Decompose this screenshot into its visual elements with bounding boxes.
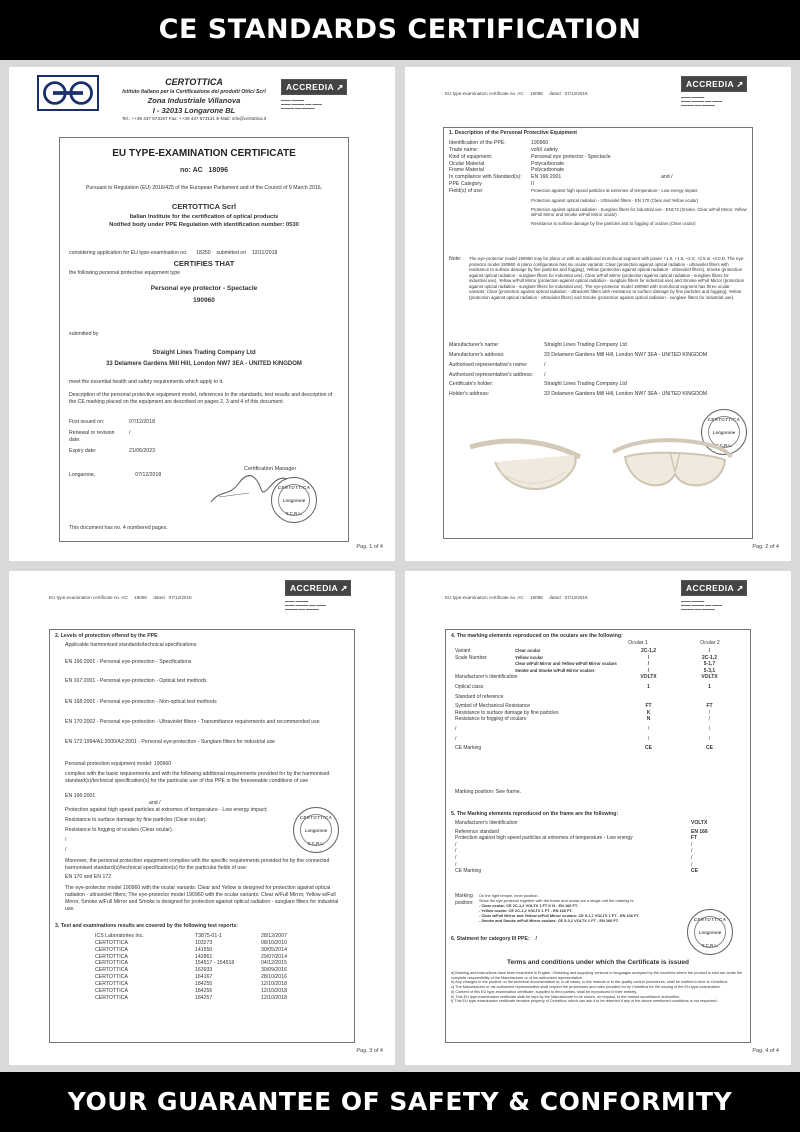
org-address-1: Zona Industriale Villanova xyxy=(147,95,241,105)
table-row: CERTOTTICA 184256 12/10/2018 xyxy=(95,987,287,994)
doc-header: EU type-examination certificate no. AC 18096 dated 07/12/2018 xyxy=(445,91,588,96)
ppe-model: Personal protection equipment model: 190960 xyxy=(65,761,172,767)
accredia-details: ▬▬▬ ▬▬▬▬ ▬▬▬ ▬▬▬▬ ▬▬ ▬▬▬ ▬▬▬▬ ▬▬ ▬▬▬▬ xyxy=(681,95,722,108)
and-text: and / xyxy=(149,800,161,806)
spectacle-photo-side xyxy=(465,417,585,507)
protection-2: Resistance to surface damage by fine particles (Clear ocular); xyxy=(65,817,207,823)
spectacle-photo-front xyxy=(605,412,735,507)
page-number: Pag. 2 of 4 xyxy=(752,543,779,550)
page-number: Pag. 1 of 4 xyxy=(356,543,383,550)
org-subtitle: Istituto Italiano per la Certificazione dei prodotti Ottici Scrl xyxy=(122,88,266,95)
certottica-stamp: CERTOTTICA Longarone S.C.R.L. xyxy=(701,409,747,455)
certificate-page-1 xyxy=(9,67,395,561)
body-name: CERTOTTICA Scrl xyxy=(171,202,237,212)
table-row: CERTOTTICA 142861 29/07/2014 xyxy=(95,953,287,960)
org-contact: Tel.: ++39 437 573197 Fax: ++39 437 573131 E-Mail: info@certottica.it xyxy=(121,115,267,121)
table-row: Reference standard EN 166 xyxy=(455,828,708,835)
page-number: Pag. 3 of 4 xyxy=(356,1047,383,1054)
standard-en170-172: EN 170 and EN 172 xyxy=(65,874,112,880)
place-line: Longarone, 07/12/2018 xyxy=(69,472,162,478)
section-6-title: 6. Statment for category III PPE: / xyxy=(451,936,537,942)
certificate-page-3 xyxy=(9,571,395,1065)
table-row: CERTOTTICA 103273 08/10/2010 xyxy=(95,939,287,946)
frame-marking-table xyxy=(455,820,747,875)
company-name: Straight Lines Trading Company Ltd xyxy=(152,350,256,356)
ocular-1-header: Ocular 1 xyxy=(628,640,648,646)
table-row: CERTOTTICA 164167 28/10/2016 xyxy=(95,974,287,981)
company-address: 33 Delamere Gardens Mill Hill, London NW7 3EA - UNITED KINGDOM xyxy=(106,360,302,367)
certificate-page-4 xyxy=(405,571,791,1065)
doc-header: EU type-examination certificate no. AC 18096 dated 07/12/2018 xyxy=(49,595,192,600)
table-row: Optical class 1 1 xyxy=(455,683,711,690)
table-row: / / xyxy=(455,854,693,861)
table-row: / / xyxy=(455,848,693,855)
marking-position-ocular: Marking position: See frame. xyxy=(455,789,522,795)
standard-2: EN 167:2001 - Personal eye-protection - Optical test methods xyxy=(65,678,207,684)
body-desc-1: Italian Institute for the certification of optical products xyxy=(129,214,279,221)
protection-1: Protection against high speed particles at extremes of temperature - Low energy impact; xyxy=(65,807,268,813)
frame-marking-position: Marking position: On the right temple, inner position. Since the eye-protector together with the frame and ocular are a single unit the marking is: - Clear ocular: CE 2C-1,2 VOLTX 1 FT K N - EN 166 FT. - Yellow ocular: CE 2C-1,2 VOLTX 1 FT - EN 166 FT. - Clear w/Full Mirror and Yellow w/Full Mirror oculars: CE 5-1,7 VOLTX 1 FT - EN 166 FT. - Smoke and Smoke w/Full Mirror oculars: CE 5-3,1 VOLTX 1 FT - EN 166 FT. xyxy=(455,893,640,924)
first-issued-label: First issued on: xyxy=(69,419,105,425)
dates-table xyxy=(69,419,158,454)
doc-header: EU type-examination certificate no. AC 18096 dated 07/12/2018 xyxy=(445,595,588,600)
table-row: CERTOTTICA 184257 12/10/2018 xyxy=(95,994,287,1001)
table-row: CERTOTTICA 163933 30/09/2016 xyxy=(95,967,287,974)
org-address-2: I - 32013 Longarone BL xyxy=(152,105,236,115)
pursuant-text: Pursuant to Regulation (EU) 2016/425 of the European Parliament and of the Council of 9 March 2016, xyxy=(85,185,323,192)
slash-1: / xyxy=(65,837,67,843)
table-row: Protection against high speed particles at extremes of temperature - Low energy FT xyxy=(455,835,698,842)
signature-label: Certification Manager xyxy=(244,466,297,472)
protection-3: Resistance to fogging of oculars (Clear ocular). xyxy=(65,827,174,833)
standard-3: EN 168:2001 - Personal eye-protection - Non-optical test methods xyxy=(65,699,217,705)
section-1-title: 1. Description of the Personal Protective Equipment xyxy=(449,130,577,136)
ppe-fields: Identification of the PPE: 190960 Trade name: voltX safety Kind of equipment: Personal eye protector - Spectacle Ocular Material Polycarbonate Frame Material Polycarbonate In compliance with Standard(s): EN 166:2001 and / PPE Category II Field(s) of use: Protection against high speed particles at extremes of temperature - Low energy impact Protection against optical radiation - Ultraviolet filters - EN 170 (Clear and Yellow ocular) Protection against optical radiation - Sunglare filters for industrial use - EN172 (Smoke, Clear w/Full Mirror, Yellow w/Full Mirror and Smoke w/Full Mirror ocular) Resistance to surface damage by fine particles and to fogging of oculars (Clear ocular) xyxy=(449,140,747,226)
accredia-details: ▬▬▬ ▬▬▬▬ ▬▬▬ ▬▬▬▬ ▬▬ ▬▬▬ ▬▬▬▬ ▬▬ ▬▬▬▬ xyxy=(285,599,326,612)
expiry-value: 21/06/2023 xyxy=(129,447,155,454)
accredia-details: ▬▬▬ ▬▬▬▬ ▬▬▬ ▬▬▬▬ ▬▬ ▬▬▬ ▬▬▬▬ ▬▬ ▬▬▬▬ xyxy=(281,98,322,111)
table-row: Smoke and Smoke w/Full Mirror oculars / 5-3,1 xyxy=(515,667,716,674)
submitted-by-label: submitted by xyxy=(69,331,99,337)
body-desc-2: Notified body under PPE Regulation with identification number: 0530 xyxy=(109,221,299,228)
ocular-marking-table xyxy=(455,648,747,752)
standard-4: EN 170:2002 - Personal eye-protection - Ultraviolet filters - Transmittance requirements and recommended use xyxy=(65,719,320,725)
table-row: CERTOTTICA 184255 12/10/2018 xyxy=(95,981,287,988)
top-banner: CE STANDARDS CERTIFICATION xyxy=(0,0,800,60)
certottica-stamp: CERTOTTICA Longarone S.C.R.L. xyxy=(271,477,317,523)
table-row: CE Marking CE xyxy=(455,868,698,875)
accredia-logo: ACCREDIA ➚ xyxy=(681,580,747,596)
section-5-title: 5. The Marking elements reproduced on the frame are the following: xyxy=(451,811,619,817)
accredia-logo: ACCREDIA ➚ xyxy=(281,79,347,95)
certottica-header xyxy=(109,77,279,122)
ocular-2-header: Ocular 2 xyxy=(700,640,720,646)
table-row: Standard of reference xyxy=(455,693,504,700)
table-row: Variant Clear ocular 2C-1,2 / xyxy=(455,648,711,654)
table-row: Manufacturer's Identification VOLTX VOLTX xyxy=(455,674,718,681)
table-row: / / / xyxy=(455,735,711,742)
accredia-details: ▬▬▬ ▬▬▬▬ ▬▬▬ ▬▬▬▬ ▬▬ ▬▬▬ ▬▬▬▬ ▬▬ ▬▬▬▬ xyxy=(681,599,722,612)
table-row: / / / xyxy=(455,725,711,732)
section-4-title: 4. The marking elements reproduced on the oculars are the following: xyxy=(451,633,623,639)
product-name: Personal eye protector - Spectacle xyxy=(150,285,258,292)
table-row: Symbol of Mechanical Resistance FT FT xyxy=(455,703,713,710)
following-text: the following personal protective equipment type xyxy=(69,270,181,276)
variants-text: The eye-protector model 190960 with the ocular variants: Clear and Yellow is designed for protection against optical radiation - ultraviolet filters; The eye-protector model 190960 with the ocular variants: Clear w/Full Mirror, Yellow w/Full Mirror, Smoke w/Full Mirror and Smoke is designed for protection against optical radiation - sunglare filters for industrial use. xyxy=(65,885,339,912)
certottica-logo xyxy=(37,75,99,111)
numbered-pages-note: This document has no. 4 numbered pages. xyxy=(69,525,168,531)
table-row: CE Marking CE CE xyxy=(455,745,713,752)
table-row: CERTOTTICA 154517 - 154518 04/12/2015 xyxy=(95,960,287,967)
product-model: 190960 xyxy=(193,296,215,304)
section-2-title: 2. Levels of protection offered by the PPE xyxy=(55,633,158,639)
description-text: Description of the personal protective equipment model, references to the standards, test results and description of the CE marking placed on the equipment are described on pages 2, 3 and 4 of this document. xyxy=(69,392,333,405)
standard-en166: EN 166:2001 xyxy=(65,793,96,799)
certificate-title: EU TYPE-EXAMINATION CERTIFICATE xyxy=(112,148,296,159)
table-row: / / xyxy=(455,861,693,868)
org-name: CERTOTTICA xyxy=(165,77,223,87)
certottica-stamp: CERTOTTICA Longarone S.C.R.L. xyxy=(293,807,339,853)
certificate-page-2 xyxy=(405,67,791,561)
complies-text: complies with the basic requirements and with the following additional requirements provided for by the harmonised standard(s)/technical specification(s) for the particular use of this PPE in the foreseeable conditions of use xyxy=(65,771,330,784)
renewal-value: / xyxy=(129,429,131,436)
section-3-title: 3. Test and examinations results are covered by the following test reports: xyxy=(55,923,238,929)
expiry-label: Expiry date: xyxy=(69,447,97,454)
page-number: Pag. 4 of 4 xyxy=(752,1047,779,1054)
table-row: CERTOTTICA 141550 30/05/2014 xyxy=(95,946,287,953)
standard-1: EN 166:2001 - Personal eye-protection - Specifications xyxy=(65,659,192,665)
bottom-banner: YOUR GUARANTEE OF SAFETY & CONFORMITY xyxy=(0,1072,800,1132)
accredia-logo: ACCREDIA ➚ xyxy=(681,76,747,92)
table-row: Resistance to fogging of oculars N / xyxy=(455,716,711,723)
accredia-logo: ACCREDIA ➚ xyxy=(285,580,351,596)
terms-list: a) Marking and instructions have been examined in English. Obtaining and supplying versions in languages accepted by the countries where the product is sold are under the complete responsibility of the Manufacturer or of his authorized representative. b) Any changes to the product, to the technical documentation or, in all cases, to the manual or to the quality control procedures, shall be notified in time to Certottica. c) The Manufacturer or his authorized representative shall respect the procedures and rules provided for by Certottica for the issuing of the EU type-examination. d) Content of this EU type-examination certificate, supplied to third parties, shall be reproduced in their entirety. e) This EU type-examination certificate shall be kept by the Manufacturer to be shown, on request, to the market surveillance authorities. f) This EU type-examination certificate remains property of Certottica, which can ask it to be returned if any of the above mentioned conditions is not respected. xyxy=(451,971,743,1004)
manufacturer-block: Manufacturer's name: Straight Lines Trading Company Ltd Manufacturer's address: 33 Delamere Gardens Mill Hill, London NW7 3EA - UNITED KINGDOM Authorised representative's name: / Authorised representative's address: / Certificate's holder: Straight Lines Trading Company Ltd Holder's address: 33 Delamere Gardens Mill Hill, London NW7 3EA - UNITED KINGDOM xyxy=(449,342,708,398)
test-reports-table xyxy=(95,933,290,1002)
table-row: Manufacturer's Identification VOLTX xyxy=(455,820,708,826)
terms-title: Terms and conditions under which the Certificate is issued xyxy=(507,959,689,966)
moreover-text: Moreover, the personal protection equipment complies with the specific requirements provided for by the connected harmonised standard(s)/technical specification(s) for the particular fields of use: xyxy=(65,858,330,871)
table-row: Scale Number Yellow ocular / 2C-1,2 xyxy=(455,654,717,661)
slash-2: / xyxy=(65,847,67,853)
considering-line: considering application for EU type-examination no. 18250 submitted on 12/11/2018 xyxy=(69,250,278,256)
table-row: Resistance to surface damage by fine particles K / xyxy=(455,709,711,716)
standard-5: EN 172:1994/A1:2000/A2:2001 - Personal eye-protection - Sunglare filters for industrial use xyxy=(65,739,275,745)
renewal-label: Renewal or revision date: xyxy=(69,429,115,443)
certificate-number: no: AC 18096 xyxy=(180,167,228,175)
first-issued-value: 07/12/2018 xyxy=(129,419,155,425)
table-row: ICS Laboratories Inc. T3875-01-1 28/12/2007 xyxy=(95,933,287,939)
table-row: / / xyxy=(455,841,693,848)
certottica-stamp: CERTOTTICA Longarone S.C.R.L. xyxy=(687,909,733,955)
certifies-heading: CERTIFIES THAT xyxy=(173,259,235,268)
meets-text: meet the essential health and safety requirements which apply to it. xyxy=(69,379,224,385)
accredia-text: ACCREDIA xyxy=(286,82,334,92)
note-block: Note: The eye-protector model 190960 may be plano or with an additional monofocal segment with power +1.0, +1.5, +2.0, +2.5 or +3.0 D. The eye-protector model 190960 in plano configuration has six ocular variants: Clear (protection against optical radiation - ultraviolet filters with resistance to surface damage by fine particles and fogging), Yellow (protection against optical radiation - ultraviolet filters), Smoke (protection against optical radiation - sunglare filters for industrial use), Clear w/Full Mirror (protection against optical radiation - sunglare filters for industrial use), Yellow w/Full Mirror (protection against optical radiation - sunglare filters for industrial use) and Smoke w/Full Mirror (protection against optical radiation - sunglare filters for industrial use). The eye-protector model 190960 with monofocal segment has three ocular variants: Clear (protection against optical radiation - ultraviolet filters with resistance to surface damage by fine particles and fogging), Yellow (protection against optical radiation - ultraviolet filters) and Smoke (protection against optical radiation - sunglare filters for industrial use). xyxy=(449,256,745,300)
table-row: Clear w/Full Mirror and Yellow w/Full Mirror oculars / 5-1,7 xyxy=(515,661,716,668)
applicable-text: Applicable harmonised standards/technical specifications: xyxy=(65,642,198,648)
